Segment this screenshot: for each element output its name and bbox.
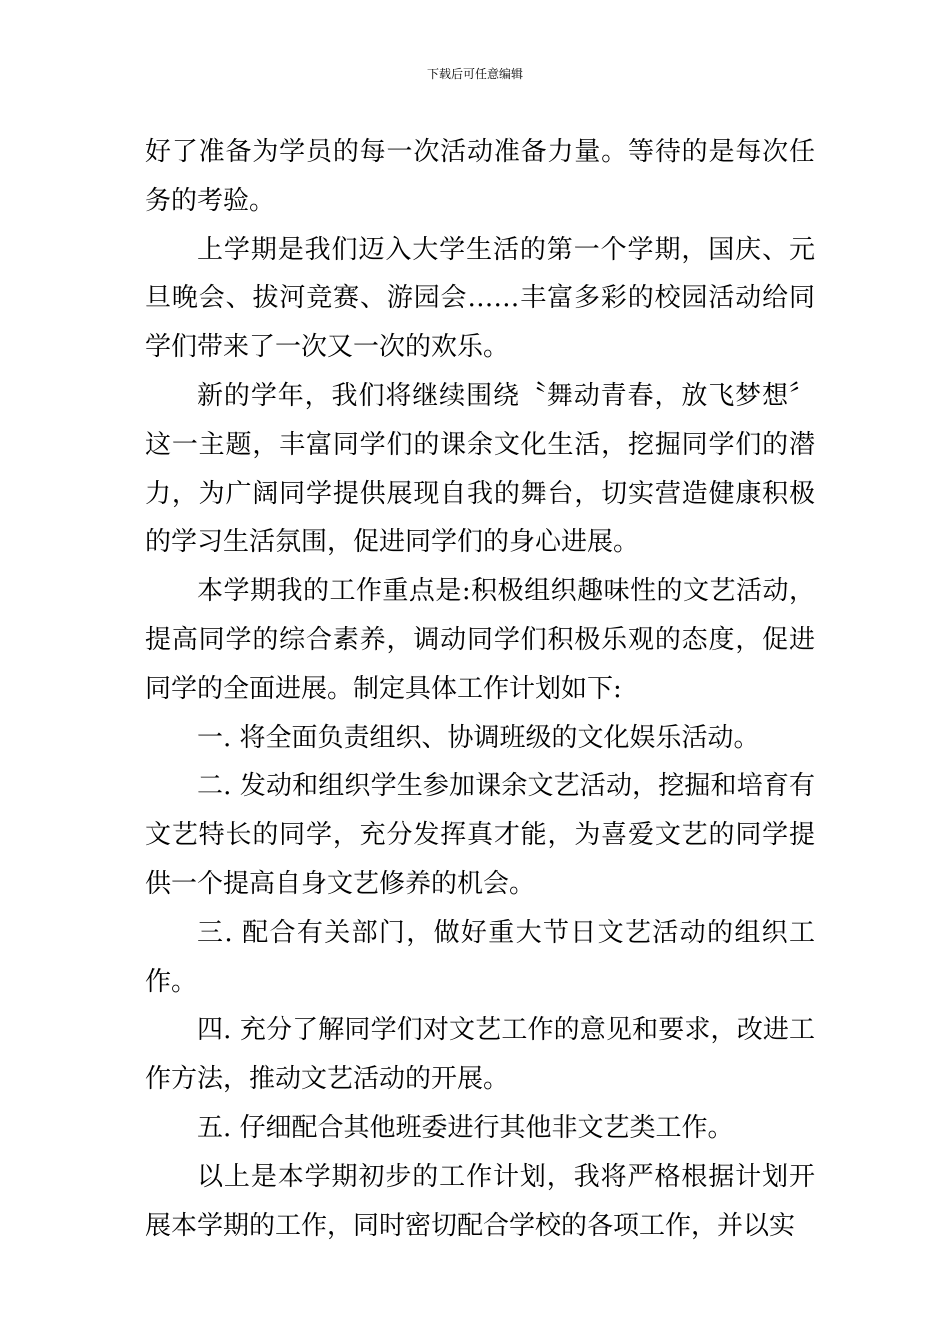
list-item-2: 二. 发动和组织学生参加课余文艺活动，挖掘和培育有文艺特长的同学，充分发挥真才能，为喜爱文艺的同学提供一个提高自身文艺修养的机会。 (145, 771, 815, 899)
paragraph-1: 好了准备为学员的每一次活动准备力量。等待的是每次任务的考验。 (145, 137, 815, 216)
list-item-5: 五. 仔细配合其他班委进行其他非文艺类工作。 (197, 1112, 734, 1143)
document-body (145, 128, 815, 1250)
list-item-4: 四. 充分了解同学们对文艺工作的意见和要求，改进工作方法，推动文艺活动的开展。 (145, 1015, 815, 1095)
paragraph-2: 上学期是我们迈入大学生活的第一个学期，国庆、元旦晚会、拔河竞赛、游园会……丰富多彩的校园活动给同学们带来了一次又一次的欢乐。 (145, 234, 815, 363)
paragraph-4: 本学期我的工作重点是:积极组织趣味性的文艺活动，提高同学的综合素养，调动同学们积极乐观的态度，促进同学的全面进展。制定具体工作计划如下: (145, 576, 815, 704)
paragraph-3: 新的学年，我们将继续围绕〝舞动青春，放飞梦想〞这一主题，丰富同学们的课余文化生活，挖掘同学们的潜力，为广阔同学提供展现自我的舞台，切实营造健康积极的学习生活氛围，促进同学们的身心进展。 (145, 380, 815, 558)
list-item-1: 一. 将全面负责组织、协调班级的文化娱乐活动。 (197, 722, 760, 753)
paragraph-closing: 以上是本学期初步的工作计划，我将严格根据计划开展本学期的工作，同时密切配合学校的各项工作，并以实 (145, 1161, 815, 1241)
list-item-3: 三. 配合有关部门，做好重大节日文艺活动的组织工作。 (145, 917, 815, 997)
page-header: 下载后可任意编辑 (426, 67, 523, 81)
